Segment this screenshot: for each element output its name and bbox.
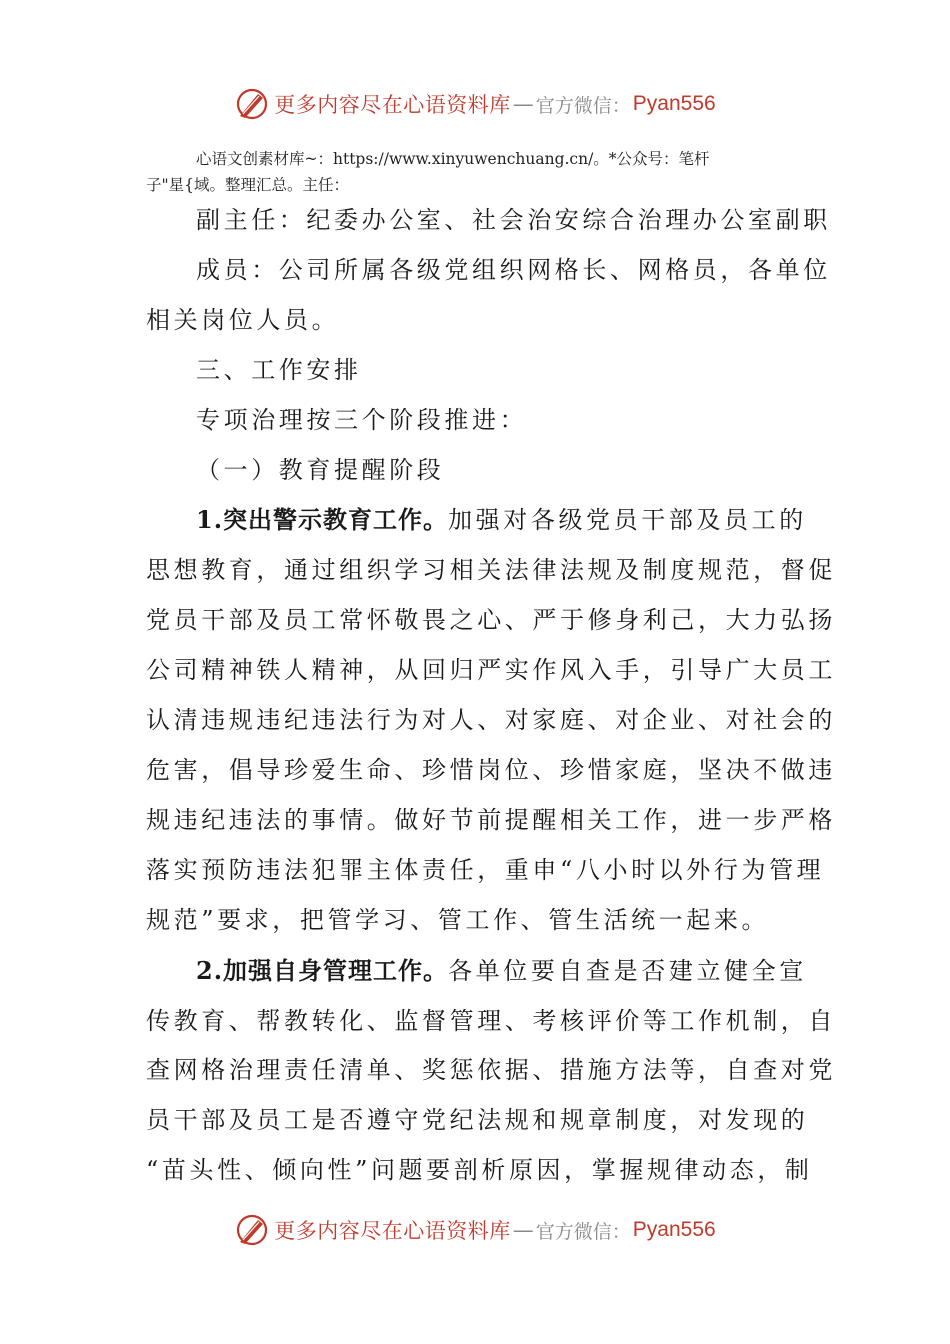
banner-separator: — bbox=[512, 1218, 534, 1242]
item-1-title: 1.突出警示教育工作。 bbox=[196, 505, 449, 535]
item-2-line: “苗头性、倾向性”问题要剖析原因，掌握规律动态，制 bbox=[146, 1156, 813, 1185]
item-2-text: 各单位要自查是否建立健全宣 bbox=[448, 956, 807, 985]
banner-text: 更多内容尽在心语资料库 bbox=[274, 1219, 511, 1243]
item-1-line: 党员干部及员工常怀敬畏之心、严于修身利己，大力弘扬 bbox=[146, 606, 836, 635]
item-1-first-line bbox=[146, 495, 807, 546]
item-1-line: 规范”要求，把管学习、管工作、管生活统一起来。 bbox=[146, 905, 770, 934]
item-1-line: 危害，倡导珍爱生命、珍惜岗位、珍惜家庭，坚决不做违 bbox=[146, 755, 836, 784]
item-1-line: 规违纪违法的事情。做好节前提醒相关工作，进一步严格 bbox=[146, 805, 836, 834]
banner-separator: — bbox=[512, 92, 534, 116]
item-2-line: 传教育、帮教转化、监督管理、考核评价等工作机制，自 bbox=[146, 1006, 836, 1035]
paragraph-members: 成员：公司所属各级党组织网格长、网格员，各单位 bbox=[196, 255, 831, 284]
source-note-line: 子"星{域。整理汇总。主任： bbox=[146, 176, 349, 194]
item-1-line: 认清违规违纪违法行为对人、对家庭、对企业、对社会的 bbox=[146, 706, 836, 735]
item-1-text: 加强对各级党员干部及员工的 bbox=[448, 506, 807, 535]
item-2-first-line bbox=[146, 946, 807, 997]
item-2-line: 员干部及员工是否遵守党纪法规和规章制度，对发现的 bbox=[146, 1106, 809, 1135]
item-1-line: 思想教育，通过组织学习相关法律法规及制度规范，督促 bbox=[146, 556, 836, 585]
document-body bbox=[146, 196, 836, 1196]
banner-wechat-id: Pyan556 bbox=[632, 1218, 716, 1241]
source-note-line: 心语文创素材库~：https://www.xinyuwenchuang.cn/。*公众号：笔杆 bbox=[196, 150, 710, 168]
item-2-line: 查网格治理责任清单、奖惩依据、措施方法等，自查对党 bbox=[146, 1056, 836, 1085]
footer-banner bbox=[0, 1208, 950, 1252]
section-heading: 三、工作安排 bbox=[196, 355, 362, 384]
item-2-title: 2.加强自身管理工作。 bbox=[196, 955, 449, 985]
banner-wechat-id: Pyan556 bbox=[632, 92, 716, 115]
item-1-line: 公司精神铁人精神，从回归严实作风入手，引导广大员工 bbox=[146, 656, 836, 685]
pen-logo-icon bbox=[234, 86, 270, 122]
paragraph-stages: 专项治理按三个阶段推进： bbox=[196, 405, 528, 434]
source-note bbox=[146, 146, 806, 198]
banner-wechat-label: 官方微信： bbox=[535, 1220, 631, 1243]
pen-logo-icon bbox=[234, 1212, 270, 1248]
item-1-line: 落实预防违法犯罪主体责任，重申“八小时以外行为管理 bbox=[146, 855, 825, 884]
stage-heading: （一）教育提醒阶段 bbox=[196, 455, 445, 484]
paragraph-members-cont: 相关岗位人员。 bbox=[146, 305, 340, 334]
header-banner bbox=[0, 82, 950, 126]
banner-text: 更多内容尽在心语资料库 bbox=[274, 93, 511, 117]
paragraph-deputy: 副主任：纪委办公室、社会治安综合治理办公室副职 bbox=[196, 206, 831, 234]
banner-wechat-label: 官方微信： bbox=[535, 94, 631, 117]
